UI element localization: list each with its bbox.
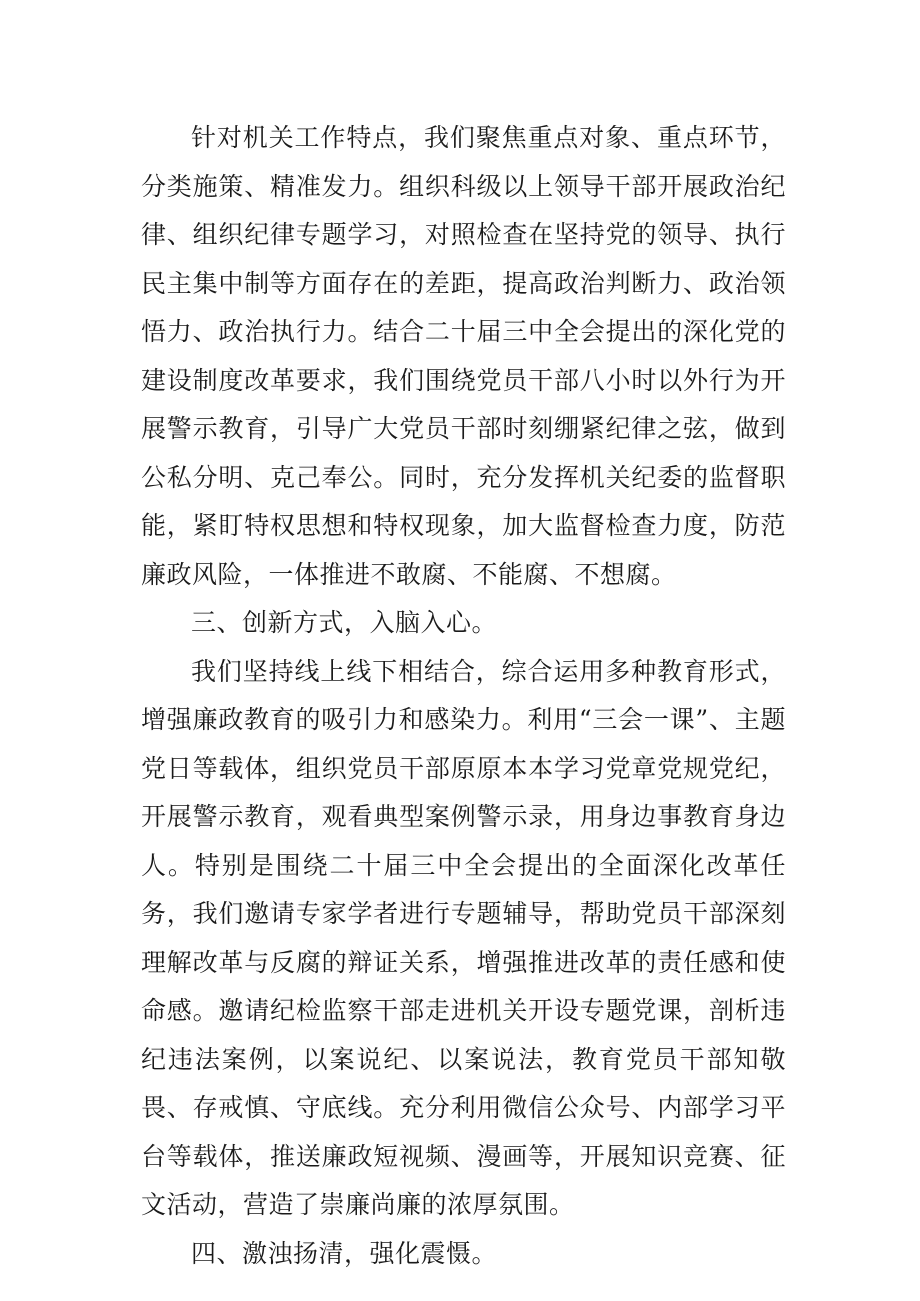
document-body — [141, 114, 786, 1278]
section-heading-three: 三、创新方式，入脑入心。 — [191, 608, 498, 637]
paragraph-focus-key-targets: 针对机关工作特点，我们聚焦重点对象、重点环节，分类施策、精准发力。组织科级以上领导干部开展政治纪律、组织纪律专题学习，对照检查在坚持党的领导、执行民主集中制等方面存在的差距，提高政治判断力、政治领悟力、政治执行力。结合二十届三中全会提出的深化党的建设制度改革要求，我们围绕党员干部八小时以外行为开展警示教育，引导广大党员干部时刻绷紧纪律之弦，做到公私分明、克己奉公。同时，充分发挥机关纪委的监督职能，紧盯特权思想和特权现象，加大监督检查力度，防范廉政风险，一体推进不敢腐、不能腐、不想腐。 — [141, 123, 786, 589]
paragraph-education-methods: 我们坚持线上线下相结合，综合运用多种教育形式，增强廉政教育的吸引力和感染力。利用“三会一课”、主题党日等载体，组织党员干部原原本本学习党章党规党纪，开展警示教育，观看典型案例警示录，用身边事教育身边人。特别是围绕二十届三中全会提出的全面深化改革任务，我们邀请专家学者进行专题辅导，帮助党员干部深刻理解改革与反腐的辩证关系，增强推进改革的责任感和使命感。邀请纪检监察干部走进机关开设专题党课，剖析违纪违法案例，以案说纪、以案说法，教育党员干部知敬畏、存戒慎、守底线。充分利用微信公众号、内部学习平台等载体，推送廉政短视频、漫画等，开展知识竞赛、征文活动，营造了崇廉尚廉的浓厚氛围。 — [141, 656, 786, 1219]
section-heading-four: 四、激浊扬清，强化震慑。 — [191, 1238, 498, 1268]
